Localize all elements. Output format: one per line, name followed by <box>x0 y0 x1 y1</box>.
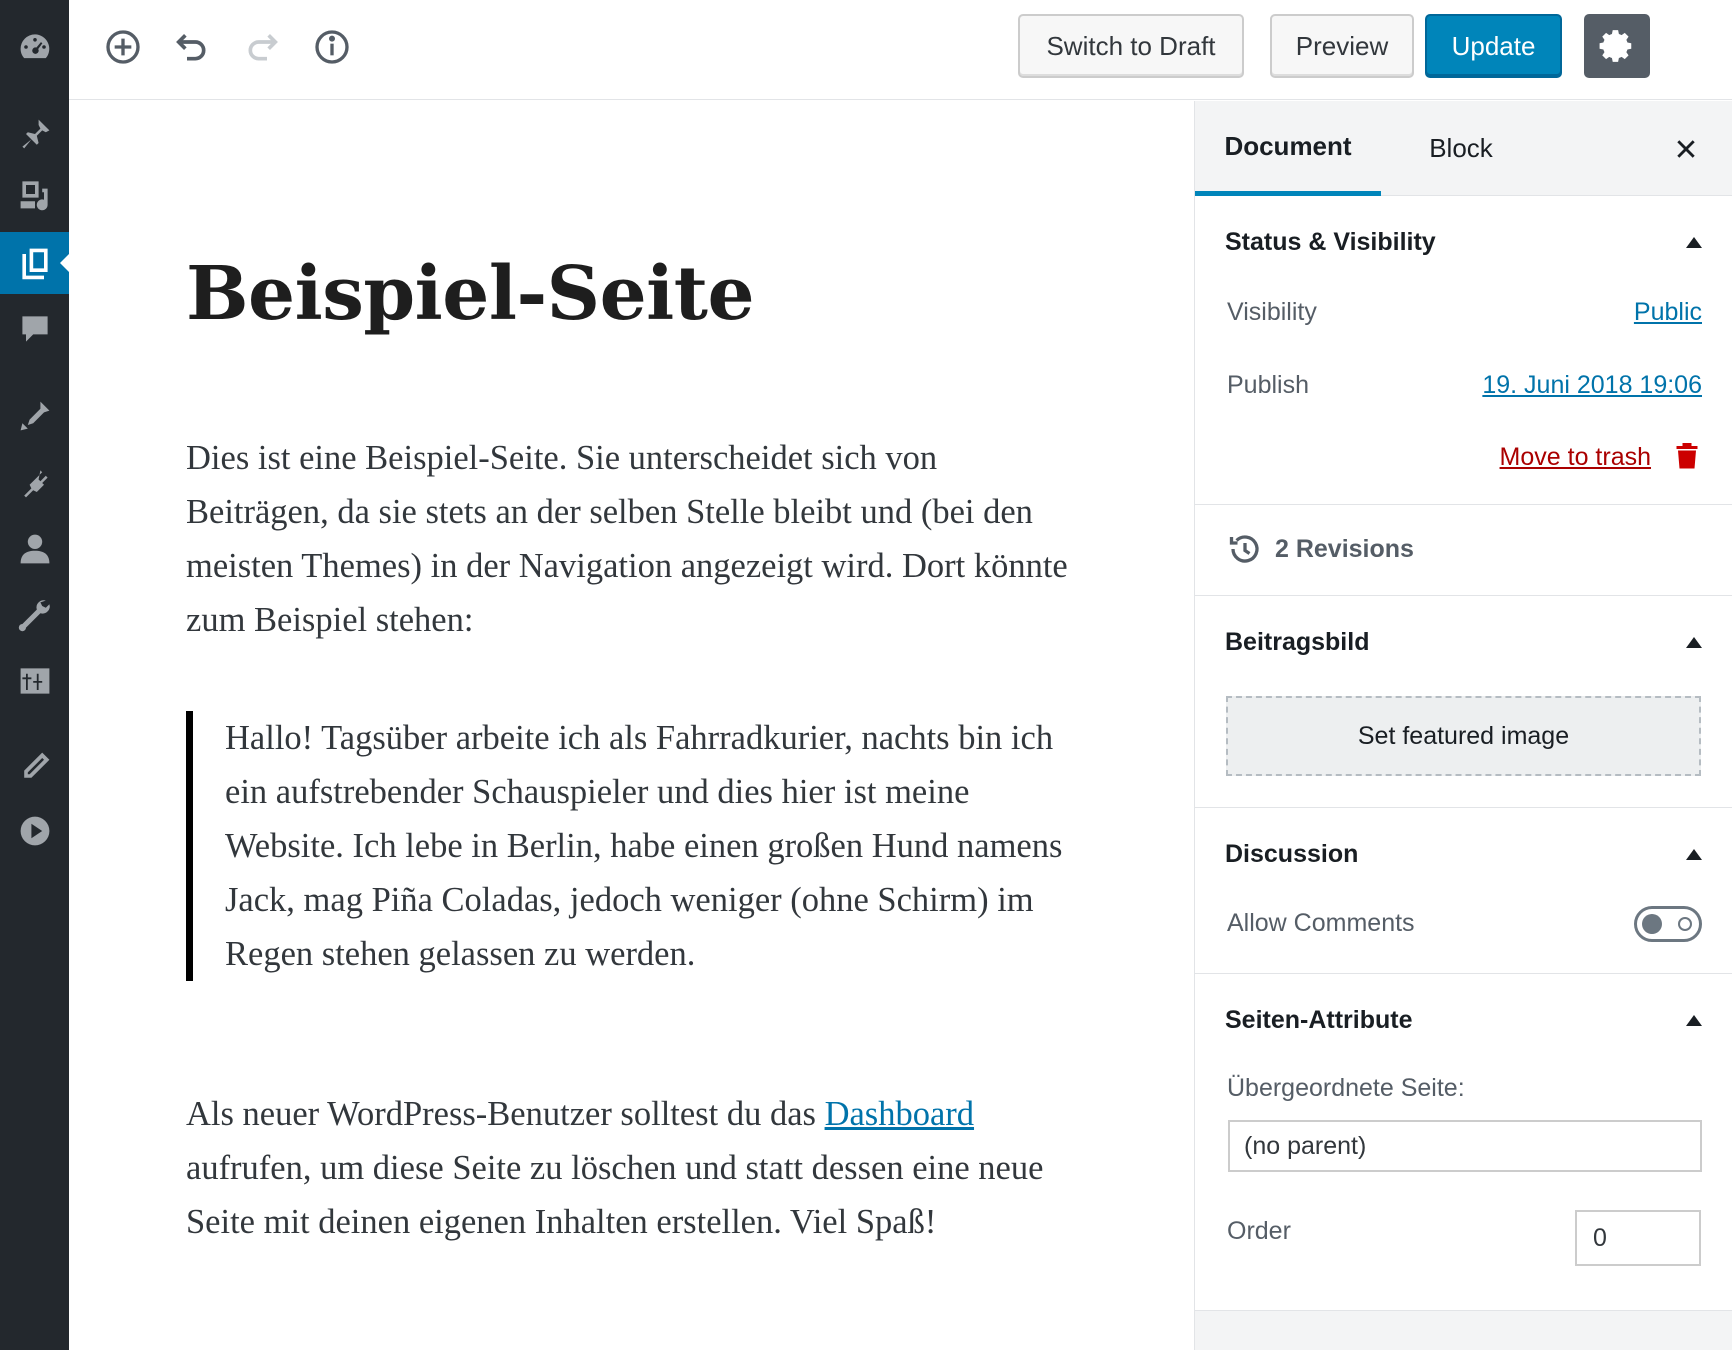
chevron-up-icon[interactable] <box>1686 849 1702 860</box>
settings-toggle-button[interactable] <box>1584 14 1650 78</box>
trash-icon[interactable] <box>1672 439 1702 471</box>
edit-icon[interactable] <box>0 736 69 798</box>
redo-icon[interactable] <box>237 22 287 72</box>
settings-sidebar <box>1194 101 1732 1350</box>
status-visibility-panel <box>1195 196 1732 505</box>
paragraph-block[interactable]: Dies ist eine Beispiel-Seite. Sie unterscheidet sich von Beiträgen, da sie stets an der selben Stelle bleibt und (bei den meisten Themes) in der Navigation angezeigt wird. Dort könnte zum Beispiel stehen: <box>186 439 1068 639</box>
visibility-label: Visibility <box>1227 298 1317 326</box>
revisions-label[interactable]: 2 Revisions <box>1275 535 1414 563</box>
featured-image-panel <box>1195 596 1732 808</box>
order-label: Order <box>1227 1217 1291 1245</box>
play-icon[interactable] <box>0 800 69 862</box>
chevron-up-icon[interactable] <box>1686 1015 1702 1026</box>
paragraph-text: Als neuer WordPress-Benutzer solltest du das <box>186 1095 825 1133</box>
allow-comments-toggle[interactable] <box>1634 906 1702 942</box>
parent-page-select[interactable]: (no parent) <box>1228 1120 1702 1172</box>
tools-icon[interactable] <box>0 584 69 646</box>
close-sidebar-button[interactable] <box>1666 129 1706 169</box>
post-title[interactable]: Beispiel-Seite <box>186 251 755 337</box>
history-icon <box>1227 531 1263 567</box>
paragraph-block-2[interactable] <box>186 1087 1086 1249</box>
page-attributes-panel <box>1195 974 1732 1310</box>
sidebar-tabs <box>1195 101 1732 196</box>
undo-icon[interactable] <box>167 22 217 72</box>
pages-icon[interactable] <box>0 232 69 294</box>
comments-icon[interactable] <box>0 298 69 360</box>
plugins-icon[interactable] <box>0 452 69 514</box>
close-icon <box>1675 138 1697 160</box>
users-icon[interactable] <box>0 518 69 580</box>
gear-icon <box>1598 27 1636 65</box>
allow-comments-label: Allow Comments <box>1227 909 1415 937</box>
media-icon[interactable] <box>0 163 69 225</box>
editor-toolbar <box>69 0 1732 100</box>
settings-icon[interactable] <box>0 650 69 712</box>
discussion-panel <box>1195 808 1732 974</box>
revisions-panel[interactable] <box>1195 505 1732 596</box>
chevron-up-icon[interactable] <box>1686 237 1702 248</box>
dashboard-link[interactable]: Dashboard <box>824 1095 975 1133</box>
pin-icon[interactable] <box>0 103 69 165</box>
panel-title[interactable]: Beitragsbild <box>1225 628 1370 656</box>
chevron-up-icon[interactable] <box>1686 637 1702 648</box>
add-block-icon[interactable] <box>98 22 148 72</box>
order-input[interactable]: 0 <box>1575 1210 1701 1266</box>
paragraph-text: aufrufen, um diese Seite zu löschen und statt dessen eine neue Seite mit deinen eigenen Inhalten erstellen. Viel Spaß! <box>186 1149 1044 1241</box>
editor-canvas <box>69 101 1194 1350</box>
appearance-icon[interactable] <box>0 385 69 447</box>
tab-block[interactable]: Block <box>1429 133 1493 163</box>
publish-date-link[interactable]: 19. Juni 2018 19:06 <box>1482 371 1702 399</box>
panel-title[interactable]: Seiten-Attribute <box>1225 1006 1413 1034</box>
dashboard-icon[interactable] <box>0 16 69 78</box>
move-to-trash-link[interactable]: Move to trash <box>1499 443 1651 471</box>
visibility-link[interactable]: Public <box>1633 298 1702 326</box>
quote-text: Hallo! Tagsüber arbeite ich als Fahrradkurier, nachts bin ich ein aufstrebender Schauspieler und dies hier ist meine Website. Ich lebe in Berlin, habe einen großen Hund namens Jack, mag Piña Coladas, jedoch weniger (ohne Schirm) im Regen stehen gelassen zu werden. <box>225 719 1063 973</box>
parent-page-label: Übergeordnete Seite: <box>1227 1074 1465 1102</box>
preview-button[interactable]: Preview <box>1270 14 1414 78</box>
update-button[interactable]: Update <box>1425 14 1562 78</box>
panel-title[interactable]: Status & Visibility <box>1225 228 1436 256</box>
toggle-off-indicator <box>1678 917 1692 931</box>
switch-to-draft-button[interactable]: Switch to Draft <box>1018 14 1244 78</box>
sidebar-footer <box>1195 1310 1732 1350</box>
set-featured-image-button[interactable]: Set featured image <box>1226 696 1701 776</box>
admin-sidebar <box>0 0 69 1350</box>
toggle-knob <box>1642 914 1662 934</box>
publish-label: Publish <box>1227 371 1309 399</box>
quote-block[interactable] <box>186 711 1086 981</box>
panel-title[interactable]: Discussion <box>1225 840 1359 868</box>
tab-document[interactable]: Document <box>1195 101 1381 196</box>
info-icon[interactable] <box>307 22 357 72</box>
